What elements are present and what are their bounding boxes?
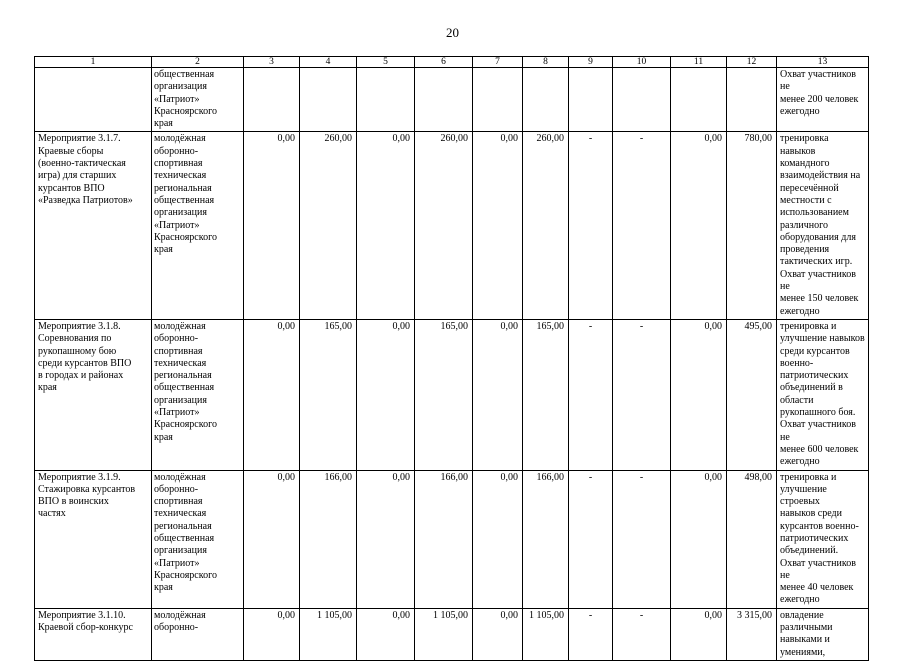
column-number: 11	[671, 57, 727, 68]
value-col5: 0,00	[357, 470, 415, 608]
value-col12: 3 315,00	[727, 608, 777, 660]
value-col7: 0,00	[473, 319, 523, 470]
value-col9: -	[569, 470, 613, 608]
value-col6	[415, 68, 473, 132]
value-col9: -	[569, 319, 613, 470]
value-col3	[244, 68, 300, 132]
program-table	[34, 56, 869, 661]
value-col8: 166,00	[523, 470, 569, 608]
value-col10: -	[613, 319, 671, 470]
value-col12: 780,00	[727, 132, 777, 319]
column-number: 4	[300, 57, 357, 68]
value-col4: 1 105,00	[300, 608, 357, 660]
value-col3: 0,00	[244, 608, 300, 660]
value-col8	[523, 68, 569, 132]
table-row	[35, 608, 869, 660]
column-number-row	[35, 57, 869, 68]
value-col6: 166,00	[415, 470, 473, 608]
value-col3: 0,00	[244, 470, 300, 608]
column-number: 6	[415, 57, 473, 68]
value-col7: 0,00	[473, 132, 523, 319]
table-row	[35, 132, 869, 319]
table-row	[35, 319, 869, 470]
column-number: 2	[152, 57, 244, 68]
value-col9: -	[569, 608, 613, 660]
activity-name: Мероприятие 3.1.10. Краевой сбор-конкурс	[35, 608, 152, 660]
column-number: 5	[357, 57, 415, 68]
value-col6: 165,00	[415, 319, 473, 470]
value-col7: 0,00	[473, 470, 523, 608]
executor: молодёжная оборонно- спортивная техническая региональная общественная организация «Патриот» Красноярского края	[152, 319, 244, 470]
value-col5	[357, 68, 415, 132]
column-number: 7	[473, 57, 523, 68]
value-col9: -	[569, 132, 613, 319]
column-number: 13	[777, 57, 869, 68]
value-col7	[473, 68, 523, 132]
expected-result: овладение различными навыками и умениями,	[777, 608, 869, 660]
value-col6: 1 105,00	[415, 608, 473, 660]
value-col5: 0,00	[357, 319, 415, 470]
value-col4: 165,00	[300, 319, 357, 470]
expected-result: тренировка и улучшение строевых навыков среди курсантов военно- патриотических объединений. Охват участников не менее 40 человек ежегодно	[777, 470, 869, 608]
column-number: 1	[35, 57, 152, 68]
value-col11: 0,00	[671, 608, 727, 660]
executor: молодёжная оборонно-	[152, 608, 244, 660]
column-number: 10	[613, 57, 671, 68]
value-col3: 0,00	[244, 319, 300, 470]
value-col8: 1 105,00	[523, 608, 569, 660]
value-col12: 495,00	[727, 319, 777, 470]
value-col8: 165,00	[523, 319, 569, 470]
activity-name: Мероприятие 3.1.8. Соревнования по рукопашному бою среди курсантов ВПО в городах и районах края	[35, 319, 152, 470]
value-col11	[671, 68, 727, 132]
executor: молодёжная оборонно- спортивная техническая региональная общественная организация «Патриот» Красноярского края	[152, 470, 244, 608]
expected-result: Охват участников не менее 200 человек ежегодно	[777, 68, 869, 132]
value-col12	[727, 68, 777, 132]
value-col10: -	[613, 608, 671, 660]
table-row	[35, 470, 869, 608]
value-col5: 0,00	[357, 608, 415, 660]
value-col6: 260,00	[415, 132, 473, 319]
value-col11: 0,00	[671, 470, 727, 608]
value-col7: 0,00	[473, 608, 523, 660]
value-col12: 498,00	[727, 470, 777, 608]
executor: общественная организация «Патриот» Красноярского края	[152, 68, 244, 132]
value-col11: 0,00	[671, 132, 727, 319]
page-number: 20	[446, 25, 459, 40]
expected-result: тренировка и улучшение навыков среди курсантов военно-патриотических объединений в области рукопашного боя. Охват участников не менее 600 человек ежегодно	[777, 319, 869, 470]
activity-name: Мероприятие 3.1.9. Стажировка курсантов ВПО в воинских частях	[35, 470, 152, 608]
value-col5: 0,00	[357, 132, 415, 319]
value-col4: 260,00	[300, 132, 357, 319]
value-col4: 166,00	[300, 470, 357, 608]
value-col10: -	[613, 132, 671, 319]
value-col9	[569, 68, 613, 132]
table-row	[35, 68, 869, 132]
column-number: 3	[244, 57, 300, 68]
value-col10: -	[613, 470, 671, 608]
expected-result: тренировка навыков командного взаимодействия на пересечённой местности с использованием различного оборудования для проведения тактических игр. Охват участников не менее 150 человек ежегодно	[777, 132, 869, 319]
activity-name: Мероприятие 3.1.7. Краевые сборы (военно-тактическая игра) для старших курсантов ВПО «Разведка Патриотов»	[35, 132, 152, 319]
value-col4	[300, 68, 357, 132]
value-col8: 260,00	[523, 132, 569, 319]
value-col11: 0,00	[671, 319, 727, 470]
activity-name	[35, 68, 152, 132]
column-number: 12	[727, 57, 777, 68]
executor: молодёжная оборонно- спортивная техническая региональная общественная организация «Патриот» Красноярского края	[152, 132, 244, 319]
column-number: 8	[523, 57, 569, 68]
value-col10	[613, 68, 671, 132]
column-number: 9	[569, 57, 613, 68]
value-col3: 0,00	[244, 132, 300, 319]
